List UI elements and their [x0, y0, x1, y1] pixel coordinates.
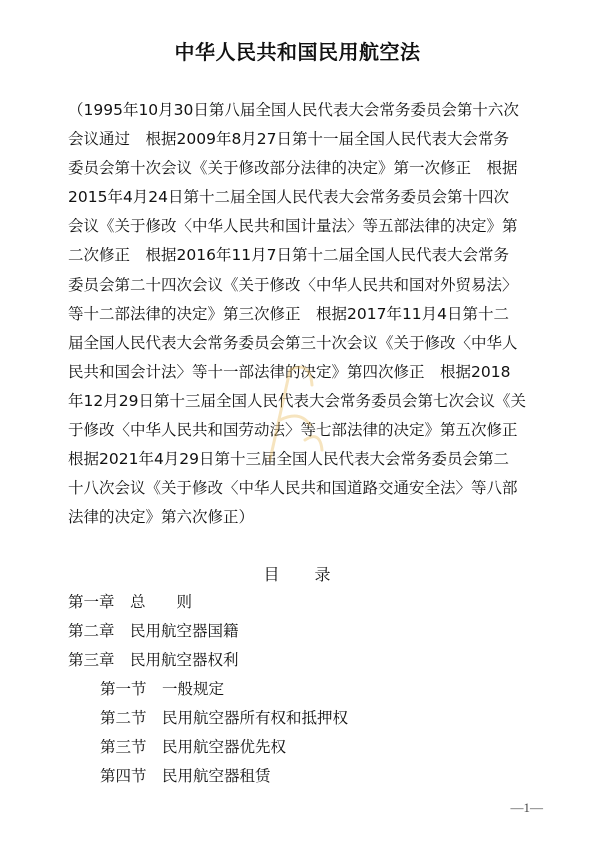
toc-section: 第三节 民用航空器优先权: [100, 738, 287, 756]
preamble-line: 委员会第十次会议《关于修改部分法律的决定》第一次修正 根据: [68, 159, 518, 178]
preamble-line: （1995年10月30日第八届全国人民代表大会常务委员会第十六次: [68, 101, 519, 119]
toc-chapter: 第二章 民用航空器国籍: [68, 622, 239, 640]
page-number: —1—: [510, 800, 543, 815]
preamble-line: 法律的决定》第六次修正）: [68, 508, 255, 527]
toc-section: 第一节 一般规定: [100, 680, 225, 698]
toc-section: 第二节 民用航空器所有权和抵押权: [100, 709, 349, 727]
preamble-line: 届全国人民代表大会常务委员会第三十次会议《关于修改〈中华人: [68, 333, 518, 352]
preamble-line: 根据2021年4月29日第十三届全国人民代表大会常务委员会第二: [68, 450, 510, 469]
preamble-line: 民共和国会计法〉等十一部法律的决定》第四次修正 根据2018: [68, 362, 511, 381]
preamble-line: 会议通过 根据2009年8月27日第十一届全国人民代表大会常务: [68, 130, 510, 149]
toc-title: 目 录: [263, 565, 332, 584]
document-title: 中华人民共和国民用航空法: [174, 40, 421, 64]
preamble-line: 十八次会议《关于修改〈中华人民共和国道路交通安全法〉等八部: [68, 479, 518, 498]
preamble-line: 会议《关于修改〈中华人民共和国计量法〉等五部法律的决定》第: [68, 217, 518, 236]
preamble-line: 等十二部法律的决定》第三次修正 根据2017年11月4日第十二: [68, 304, 510, 323]
toc-chapter: 第一章 总 则: [68, 593, 193, 611]
preamble-line: 2015年4月24日第十二届全国人民代表大会常务委员会第十四次: [68, 188, 510, 207]
preamble: [68, 96, 528, 532]
table-of-contents: [68, 588, 348, 791]
toc-chapter: 第三章 民用航空器权利: [68, 651, 239, 669]
preamble-line: 年12月29日第十三届全国人民代表大会常务委员会第七次会议《关: [68, 391, 526, 410]
preamble-line: 二次修正 根据2016年11月7日第十二届全国人民代表大会常务: [68, 246, 510, 265]
toc-section: 第四节 民用航空器租赁: [100, 767, 271, 785]
preamble-line: 于修改〈中华人民共和国劳动法〉等七部法律的决定》第五次修正: [68, 421, 518, 440]
preamble-line: 委员会第二十四次会议《关于修改〈中华人民共和国对外贸易法〉: [68, 275, 518, 294]
